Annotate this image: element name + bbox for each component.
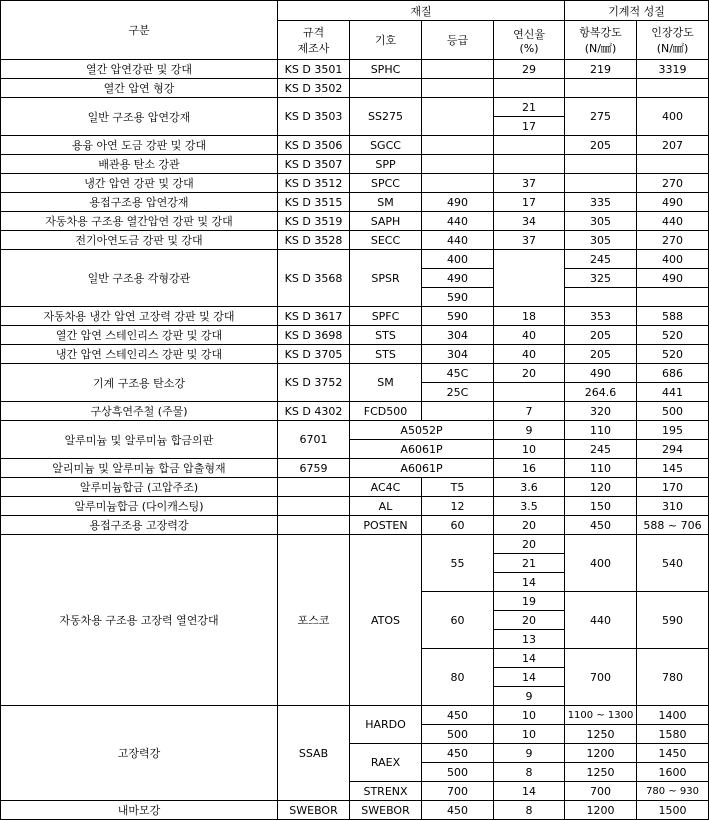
grade-cell: 490 [422, 269, 494, 288]
tensile-cell: 1580 [637, 725, 709, 744]
category-cell: 일반 구조용 각형강관 [1, 250, 278, 307]
symbol-cell: HARDO [350, 706, 422, 744]
symbol-cell: STRENX [350, 782, 422, 801]
tensile-cell: 540 [637, 535, 709, 592]
standard-cell: KS D 3507 [278, 155, 350, 174]
tensile-cell: 400 [637, 250, 709, 269]
tensile-cell: 170 [637, 478, 709, 497]
tensile-cell [637, 155, 709, 174]
standard-cell: 포스코 [278, 535, 350, 706]
table-row [1, 212, 709, 231]
symbol-cell: SPFC [350, 307, 422, 326]
elongation-cell [494, 155, 565, 174]
tensile-cell: 310 [637, 497, 709, 516]
table-row [1, 60, 709, 79]
elongation-cell [494, 136, 565, 155]
yield-cell: 275 [565, 98, 637, 136]
yield-cell: 1250 [565, 763, 637, 782]
symbol-cell: STS [350, 345, 422, 364]
table-row [1, 250, 709, 269]
yield-cell: 305 [565, 212, 637, 231]
yield-cell: 450 [565, 516, 637, 535]
elongation-cell: 19 [494, 592, 565, 611]
tensile-cell: 1400 [637, 706, 709, 725]
yield-cell: 205 [565, 345, 637, 364]
tensile-cell: 3319 [637, 60, 709, 79]
category-cell: 용융 아연 도금 강판 및 강대 [1, 136, 278, 155]
header-symbol: 기호 [350, 21, 422, 60]
symbol-cell: A6061P [350, 459, 494, 478]
yield-cell: 120 [565, 478, 637, 497]
grade-cell: 590 [422, 307, 494, 326]
tensile-cell: 1500 [637, 801, 709, 820]
category-cell: 용접구조용 고장력강 [1, 516, 278, 535]
category-cell: 열간 압연 스테인리스 강판 및 강대 [1, 326, 278, 345]
header-yield: 항복강도 (N/㎟) [565, 21, 637, 60]
category-cell: 알루미늄합금 (고압주조) [1, 478, 278, 497]
symbol-cell: AL [350, 497, 422, 516]
category-cell: 일반 구조용 압연강재 [1, 98, 278, 136]
grade-cell: 400 [422, 250, 494, 269]
category-cell: 용접구조용 압연강재 [1, 193, 278, 212]
yield-cell: 305 [565, 231, 637, 250]
table-row [1, 326, 709, 345]
tensile-cell: 400 [637, 98, 709, 136]
elongation-cell: 9 [494, 687, 565, 706]
category-cell: 자동차용 냉간 압연 고장력 강판 및 강대 [1, 307, 278, 326]
standard-cell [278, 478, 350, 497]
grade-cell: T5 [422, 478, 494, 497]
elongation-cell: 20 [494, 364, 565, 383]
table-row [1, 364, 709, 383]
standard-cell: KS D 3528 [278, 231, 350, 250]
elongation-cell: 20 [494, 535, 565, 554]
yield-cell: 205 [565, 136, 637, 155]
grade-cell: 700 [422, 782, 494, 801]
table-row [1, 801, 709, 820]
grade-cell: 12 [422, 497, 494, 516]
standard-cell: KS D 3752 [278, 364, 350, 402]
grade-cell: 45C [422, 364, 494, 383]
symbol-cell: SWEBOR [350, 801, 422, 820]
table-row [1, 231, 709, 250]
symbol-cell: A6061P [350, 440, 494, 459]
standard-cell [278, 497, 350, 516]
elongation-cell: 20 [494, 516, 565, 535]
elongation-cell: 13 [494, 630, 565, 649]
yield-cell: 325 [565, 269, 637, 288]
standard-cell: KS D 4302 [278, 402, 350, 421]
grade-cell: 60 [422, 592, 494, 649]
elongation-cell: 10 [494, 440, 565, 459]
elongation-cell: 18 [494, 307, 565, 326]
elongation-cell: 17 [494, 117, 565, 136]
table-row [1, 478, 709, 497]
elongation-cell: 21 [494, 554, 565, 573]
elongation-cell: 9 [494, 744, 565, 763]
grade-cell: 25C [422, 383, 494, 402]
standard-cell: KS D 3568 [278, 250, 350, 307]
tensile-cell: 588 [637, 307, 709, 326]
tensile-cell: 588 ~ 706 [637, 516, 709, 535]
table-row [1, 402, 709, 421]
elongation-cell: 8 [494, 763, 565, 782]
grade-cell: 500 [422, 763, 494, 782]
standard-cell: KS D 3503 [278, 98, 350, 136]
grade-cell: 450 [422, 744, 494, 763]
standard-cell: 6701 [278, 421, 350, 459]
table-row [1, 497, 709, 516]
tensile-cell: 1600 [637, 763, 709, 782]
header-mechanical: 기계적 성질 [565, 1, 709, 21]
grade-cell [422, 60, 494, 79]
grade-cell: 590 [422, 288, 494, 307]
header-category: 구분 [1, 1, 278, 60]
yield-cell: 440 [565, 592, 637, 649]
elongation-cell: 3.6 [494, 478, 565, 497]
grade-cell: 490 [422, 193, 494, 212]
symbol-cell: SPHC [350, 60, 422, 79]
table-row [1, 706, 709, 725]
grade-cell: 80 [422, 649, 494, 706]
header-material: 재질 [278, 1, 565, 21]
standard-cell: KS D 3698 [278, 326, 350, 345]
category-cell: 배관용 탄소 강관 [1, 155, 278, 174]
category-cell: 고장력강 [1, 706, 278, 801]
tensile-cell: 490 [637, 269, 709, 288]
symbol-cell: SM [350, 364, 422, 402]
tensile-cell: 207 [637, 136, 709, 155]
elongation-cell: 20 [494, 611, 565, 630]
header-grade: 등급 [422, 21, 494, 60]
tensile-cell: 270 [637, 174, 709, 193]
category-cell: 자동차용 구조용 열간압연 강판 및 강대 [1, 212, 278, 231]
symbol-cell: SPP [350, 155, 422, 174]
table-row [1, 98, 709, 117]
tensile-cell: 520 [637, 326, 709, 345]
grade-cell: 440 [422, 231, 494, 250]
yield-cell [565, 288, 637, 307]
table-row [1, 136, 709, 155]
elongation-cell: 37 [494, 231, 565, 250]
yield-cell: 1200 [565, 801, 637, 820]
elongation-cell [494, 383, 565, 402]
standard-cell [278, 516, 350, 535]
standard-cell: KS D 3519 [278, 212, 350, 231]
elongation-cell: 7 [494, 402, 565, 421]
elongation-cell: 17 [494, 193, 565, 212]
category-cell: 열간 압연강판 및 강대 [1, 60, 278, 79]
tensile-cell: 1450 [637, 744, 709, 763]
standard-cell: SWEBOR [278, 801, 350, 820]
symbol-cell: POSTEN [350, 516, 422, 535]
symbol-cell: SS275 [350, 98, 422, 136]
standard-cell: KS D 3501 [278, 60, 350, 79]
yield-cell: 110 [565, 421, 637, 440]
yield-cell: 353 [565, 307, 637, 326]
tensile-cell: 294 [637, 440, 709, 459]
symbol-cell: SM [350, 193, 422, 212]
tensile-cell: 780 ~ 930 [637, 782, 709, 801]
table-row [1, 307, 709, 326]
tensile-cell [637, 288, 709, 307]
elongation-cell: 40 [494, 326, 565, 345]
header-elongation: 연신율 (%) [494, 21, 565, 60]
elongation-cell: 14 [494, 668, 565, 687]
header-row-1 [1, 1, 709, 21]
grade-cell [422, 79, 494, 98]
standard-cell: KS D 3705 [278, 345, 350, 364]
category-cell: 알리미늄 및 알루미늄 합금 압출형재 [1, 459, 278, 478]
standard-cell: KS D 3617 [278, 307, 350, 326]
tensile-cell: 440 [637, 212, 709, 231]
grade-cell: 60 [422, 516, 494, 535]
yield-cell: 245 [565, 440, 637, 459]
elongation-cell: 16 [494, 459, 565, 478]
elongation-cell: 10 [494, 706, 565, 725]
grade-cell: 500 [422, 725, 494, 744]
table-row [1, 79, 709, 98]
symbol-cell: SGCC [350, 136, 422, 155]
tensile-cell: 145 [637, 459, 709, 478]
symbol-cell: ATOS [350, 535, 422, 706]
standard-cell: KS D 3506 [278, 136, 350, 155]
header-standard: 규격 제조사 [278, 21, 350, 60]
yield-cell: 1100 ~ 1300 [565, 706, 637, 725]
category-cell: 자동차용 구조용 고장력 열연강대 [1, 535, 278, 706]
standard-cell: 6759 [278, 459, 350, 478]
tensile-cell: 195 [637, 421, 709, 440]
standard-cell: KS D 3502 [278, 79, 350, 98]
yield-cell: 700 [565, 782, 637, 801]
table-row [1, 155, 709, 174]
tensile-cell: 686 [637, 364, 709, 383]
table-row [1, 421, 709, 440]
yield-cell: 264.6 [565, 383, 637, 402]
grade-cell: 450 [422, 801, 494, 820]
elongation-cell [494, 79, 565, 98]
elongation-cell: 8 [494, 801, 565, 820]
category-cell: 냉간 압연 스테인리스 강판 및 강대 [1, 345, 278, 364]
category-cell: 전기아연도금 강판 및 강대 [1, 231, 278, 250]
grade-cell [422, 136, 494, 155]
category-cell: 열간 압연 형강 [1, 79, 278, 98]
yield-cell: 219 [565, 60, 637, 79]
tensile-cell: 270 [637, 231, 709, 250]
yield-cell: 1200 [565, 744, 637, 763]
yield-cell: 245 [565, 250, 637, 269]
table-row [1, 345, 709, 364]
yield-cell: 400 [565, 535, 637, 592]
category-cell: 알루미늄합금 (다이캐스팅) [1, 497, 278, 516]
yield-cell: 150 [565, 497, 637, 516]
yield-cell: 700 [565, 649, 637, 706]
tensile-cell: 590 [637, 592, 709, 649]
grade-cell: 304 [422, 326, 494, 345]
category-cell: 냉간 압연 강판 및 강대 [1, 174, 278, 193]
yield-cell [565, 79, 637, 98]
elongation-cell: 3.5 [494, 497, 565, 516]
grade-cell [422, 402, 494, 421]
elongation-cell: 40 [494, 345, 565, 364]
grade-cell [422, 155, 494, 174]
elongation-cell: 14 [494, 649, 565, 668]
standard-cell: KS D 3512 [278, 174, 350, 193]
grade-cell: 55 [422, 535, 494, 592]
yield-cell: 490 [565, 364, 637, 383]
symbol-cell: RAEX [350, 744, 422, 782]
tensile-cell: 500 [637, 402, 709, 421]
elongation-cell [494, 250, 565, 307]
symbol-cell: AC4C [350, 478, 422, 497]
tensile-cell [637, 79, 709, 98]
tensile-cell: 490 [637, 193, 709, 212]
tensile-cell: 520 [637, 345, 709, 364]
elongation-cell: 37 [494, 174, 565, 193]
tensile-cell: 441 [637, 383, 709, 402]
elongation-cell: 14 [494, 782, 565, 801]
yield-cell: 205 [565, 326, 637, 345]
table-row [1, 174, 709, 193]
elongation-cell: 21 [494, 98, 565, 117]
elongation-cell: 10 [494, 725, 565, 744]
elongation-cell: 34 [494, 212, 565, 231]
header-tensile: 인장강도 (N/㎟) [637, 21, 709, 60]
elongation-cell: 14 [494, 573, 565, 592]
symbol-cell: FCD500 [350, 402, 422, 421]
table-row [1, 193, 709, 212]
tensile-cell: 780 [637, 649, 709, 706]
yield-cell [565, 174, 637, 193]
category-cell: 알루미늄 및 알루미늄 합금의판 [1, 421, 278, 459]
grade-cell: 440 [422, 212, 494, 231]
standard-cell: SSAB [278, 706, 350, 801]
symbol-cell: SECC [350, 231, 422, 250]
elongation-cell: 29 [494, 60, 565, 79]
standard-cell: KS D 3515 [278, 193, 350, 212]
category-cell: 구상흑연주철 (주물) [1, 402, 278, 421]
table-row [1, 535, 709, 554]
elongation-cell: 9 [494, 421, 565, 440]
category-cell: 내마모강 [1, 801, 278, 820]
yield-cell: 110 [565, 459, 637, 478]
grade-cell [422, 98, 494, 136]
yield-cell: 1250 [565, 725, 637, 744]
yield-cell: 320 [565, 402, 637, 421]
symbol-cell: SPCC [350, 174, 422, 193]
table-row [1, 516, 709, 535]
table-row [1, 459, 709, 478]
symbol-cell: SPSR [350, 250, 422, 307]
yield-cell: 335 [565, 193, 637, 212]
symbol-cell: SAPH [350, 212, 422, 231]
category-cell: 기계 구조용 탄소강 [1, 364, 278, 402]
grade-cell: 450 [422, 706, 494, 725]
yield-cell [565, 155, 637, 174]
grade-cell: 304 [422, 345, 494, 364]
symbol-cell [350, 79, 422, 98]
grade-cell [422, 174, 494, 193]
symbol-cell: STS [350, 326, 422, 345]
symbol-cell: A5052P [350, 421, 494, 440]
